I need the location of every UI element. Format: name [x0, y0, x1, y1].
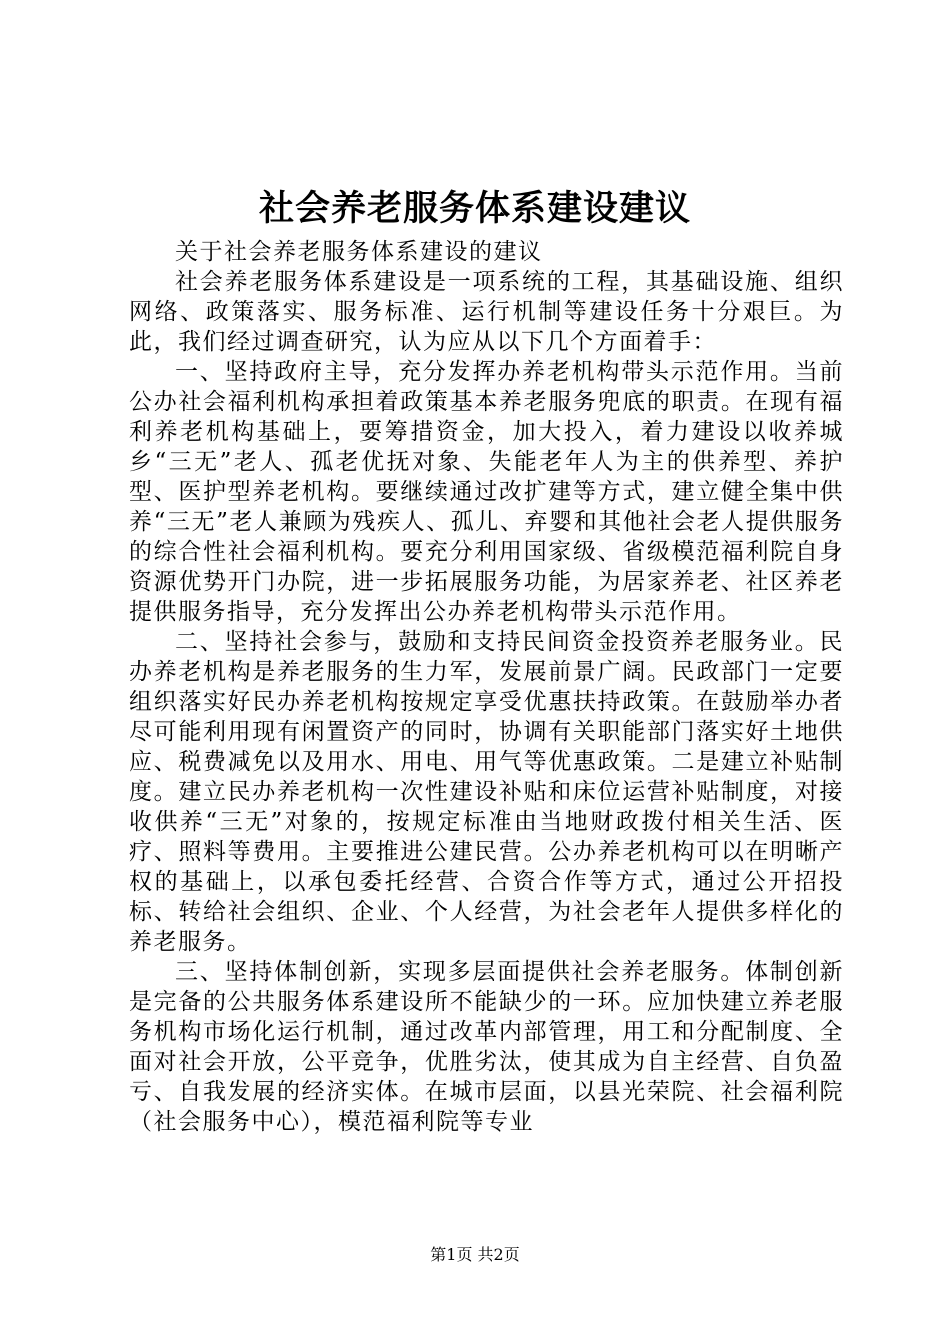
paragraph-section-1: 一、坚持政府主导，充分发挥办养老机构带头示范作用。当前公办社会福利机构承担着政策基本养老服务兜底的职责。在现有福利养老机构基础上，要筹措资金，加大投入，着力建设以收养城乡“三无”老人、孤老优抚对象、失能老年人为主的供养型、养护型、医护型养老机构。要继续通过改扩建等方式，建立健全集中供养“三无”老人兼顾为残疾人、孤儿、弃婴和其他社会老人提供服务的综合性社会福利机构。要充分利用国家级、省级模范福利院自身资源优势开门办院，进一步拓展服务功能，为居家养老、社区养老提供服务指导，充分发挥出公办养老机构带头示范作用。 — [129, 359, 844, 625]
document-body — [129, 237, 844, 1137]
paragraph-section-3: 三、坚持体制创新，实现多层面提供社会养老服务。体制创新是完备的公共服务体系建设所不能缺少的一环。应加快建立养老服务机构市场化运行机制，通过改革内部管理，用工和分配制度、全面对社会开放，公平竞争，优胜劣汰，使其成为自主经营、自负盈亏、自我发展的经济实体。在城市层面，以县光荣院、社会福利院（社会服务中心），模范福利院等专业 — [129, 959, 844, 1135]
paragraph-section-2: 二、坚持社会参与，鼓励和支持民间资金投资养老服务业。民办养老机构是养老服务的生力军，发展前景广阔。民政部门一定要组织落实好民办养老机构按规定享受优惠扶持政策。在鼓励举办者尽可能利用现有闲置资产的同时，协调有关职能部门落实好土地供应、税费减免以及用水、用电、用气等优惠政策。二是建立补贴制度。建立民办养老机构一次性建设补贴和床位运营补贴制度，对接收供养“三无”对象的，按规定标准由当地财政拨付相关生活、医疗、照料等费用。主要推进公建民营。公办养老机构可以在明晰产权的基础上，以承包委托经营、合资合作等方式，通过公开招投标、转给社会组织、企业、个人经营，为社会老年人提供多样化的养老服务。 — [129, 629, 844, 955]
page-footer: 第1页 共2页 — [430, 1245, 520, 1264]
document-title: 社会养老服务体系建设建议 — [258, 188, 691, 229]
paragraph-intro: 社会养老服务体系建设是一项系统的工程，其基础设施、组织网络、政策落实、服务标准、运行机制等建设任务十分艰巨。为此，我们经过调查研究，认为应从以下几个方面着手： — [129, 269, 844, 355]
paragraph-subtitle: 关于社会养老服务体系建设的建议 — [175, 239, 543, 265]
